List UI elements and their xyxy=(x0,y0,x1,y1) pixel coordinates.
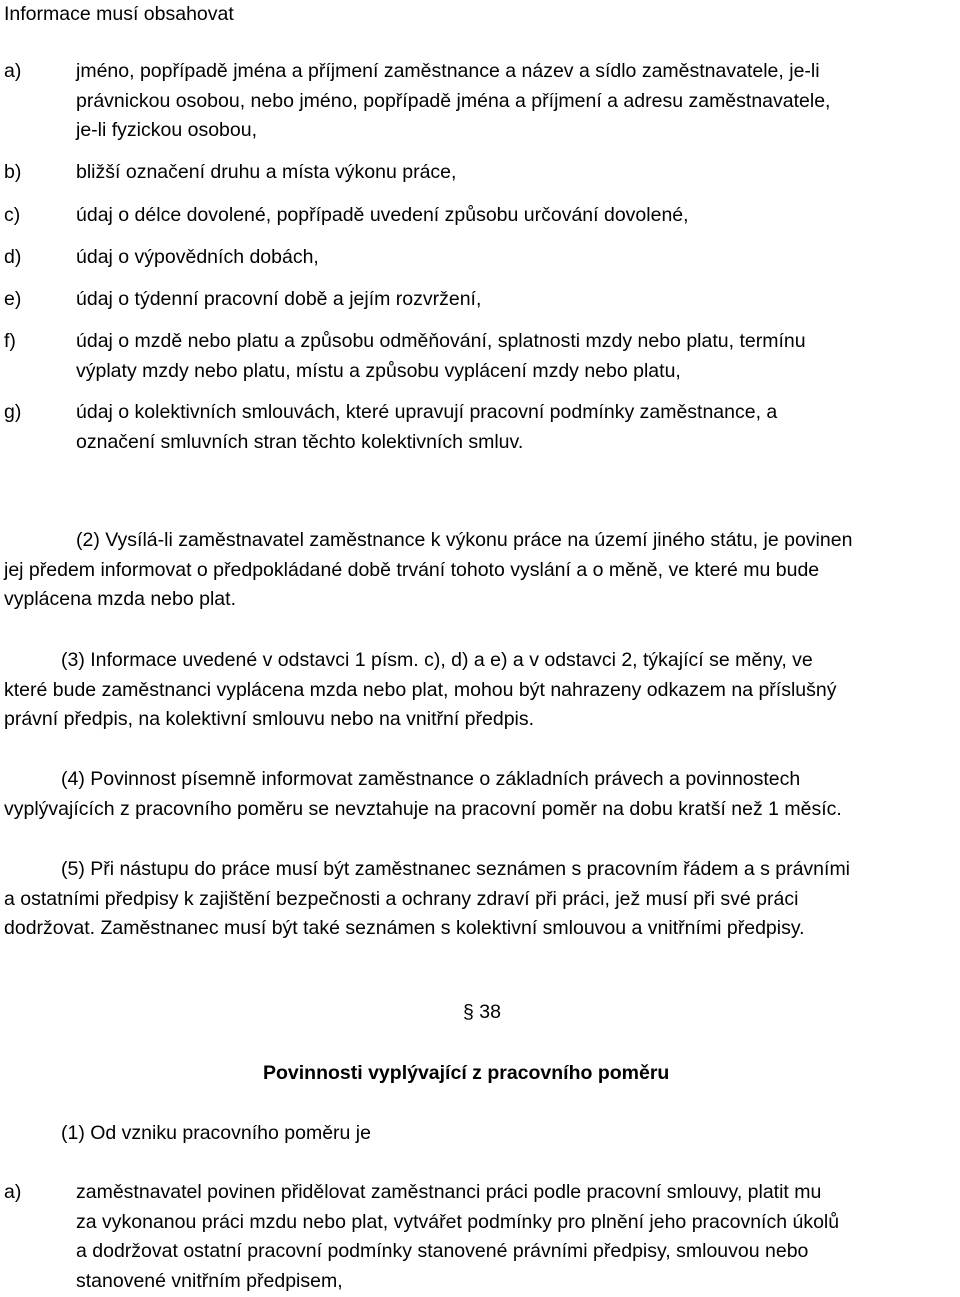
text-line: zaměstnavatel povinen přidělovat zaměstnanci práci podle pracovní smlouvy, platit mu xyxy=(76,1181,822,1203)
text-line: vyplývajících z pracovního poměru se nevztahuje na pracovní poměr na dobu kratší než 1 měsíc. xyxy=(4,797,842,820)
list-marker: f) xyxy=(4,330,16,352)
text-line: právnickou osobou, nebo jméno, popřípadě jména a příjmení a adresu zaměstnavatele, xyxy=(76,89,831,112)
text-line: jméno, popřípadě jména a příjmení zaměstnance a název a sídlo zaměstnavatele, je-li xyxy=(76,60,820,82)
paragraph-4 xyxy=(4,765,960,824)
list-item-text xyxy=(76,57,960,146)
text-line: označení smluvních stran těchto kolektivních smluv. xyxy=(76,430,524,453)
text-line: které bude zaměstnanci vyplácena mzda nebo plat, mohou být nahrazeny odkazem na příslušný xyxy=(4,678,837,701)
list-marker: c) xyxy=(4,204,21,226)
paragraph-5 xyxy=(4,855,960,944)
text-line: a ostatními předpisy k zajištění bezpečnosti a ochrany zdraví při práci, jež musí při své práci xyxy=(4,887,799,910)
list-item-text xyxy=(76,398,960,457)
text-line: za vykonanou práci mzdu nebo plat, vytvářet podmínky pro plnění jeho pracovních úkolů xyxy=(76,1210,840,1233)
text-line: údaj o výpovědních dobách, xyxy=(76,246,319,268)
paragraph-3 xyxy=(4,646,960,735)
list-marker: d) xyxy=(4,246,22,268)
text-line: vyplácena mzda nebo plat. xyxy=(4,588,236,610)
text-line: jej předem informovat o předpokládané době trvání tohoto vyslání a o měně, ve které mu bude xyxy=(4,558,820,581)
text-line: bližší označení druhu a místa výkonu práce, xyxy=(76,161,457,183)
list-marker: b) xyxy=(4,161,22,183)
text-line: a dodržovat ostatní pracovní podmínky stanovené právními předpisy, smlouvou nebo xyxy=(76,1240,809,1262)
list-heading: Informace musí obsahovat xyxy=(4,3,234,25)
text-line: údaj o kolektivních smlouvách, které upravují pracovní podmínky zaměstnance, a xyxy=(76,401,778,423)
section-title: Povinnosti vyplývající z pracovního poměru xyxy=(263,1062,670,1084)
text-line: údaj o mzdě nebo platu a způsobu odměňování, splatnosti mzdy nebo platu, termínu xyxy=(76,330,806,352)
list-marker: g) xyxy=(4,401,22,423)
text-line: je-li fyzickou osobou, xyxy=(76,119,258,141)
text-line: výplaty mzdy nebo platu, místu a způsobu vyplácení mzdy nebo platu, xyxy=(76,359,681,382)
list-marker: e) xyxy=(4,288,22,310)
text-line: (4) Povinnost písemně informovat zaměstnance o základních právech a povinnostech xyxy=(61,768,801,790)
text-line: stanovené vnitřním předpisem, xyxy=(76,1269,343,1292)
list-item-text xyxy=(76,158,960,188)
list-item-text xyxy=(76,201,960,231)
list-item-text xyxy=(76,327,960,386)
text-line: (5) Při nástupu do práce musí být zaměstnanec seznámen s pracovním řádem a s právními xyxy=(61,858,851,880)
text-line: (3) Informace uvedené v odstavci 1 písm. c), d) a e) a v odstavci 2, týkající se měny, ve xyxy=(61,649,813,671)
text-line: údaj o týdenní pracovní době a jejím rozvržení, xyxy=(76,288,482,310)
list-item-text xyxy=(76,243,960,273)
text-line: (2) Vysílá-li zaměstnavatel zaměstnance k výkonu práce na území jiného státu, je povinen xyxy=(76,529,853,551)
list-marker: a) xyxy=(4,60,22,82)
list-marker: a) xyxy=(4,1181,22,1203)
text-line: (1) Od vzniku pracovního poměru je xyxy=(61,1122,371,1144)
paragraph-2 xyxy=(4,526,960,615)
text-line: dodržovat. Zaměstnanec musí být také seznámen s kolektivní smlouvou a vnitřními předpisy. xyxy=(4,917,805,939)
list-item-text xyxy=(76,1178,960,1296)
text-line: právní předpis, na kolektivní smlouvu nebo na vnitřní předpis. xyxy=(4,708,535,730)
list-item-text xyxy=(76,285,960,315)
section-intro xyxy=(4,1119,960,1149)
text-line: údaj o délce dovolené, popřípadě uvedení způsobu určování dovolené, xyxy=(76,204,689,226)
section-number: § 38 xyxy=(463,1001,501,1023)
